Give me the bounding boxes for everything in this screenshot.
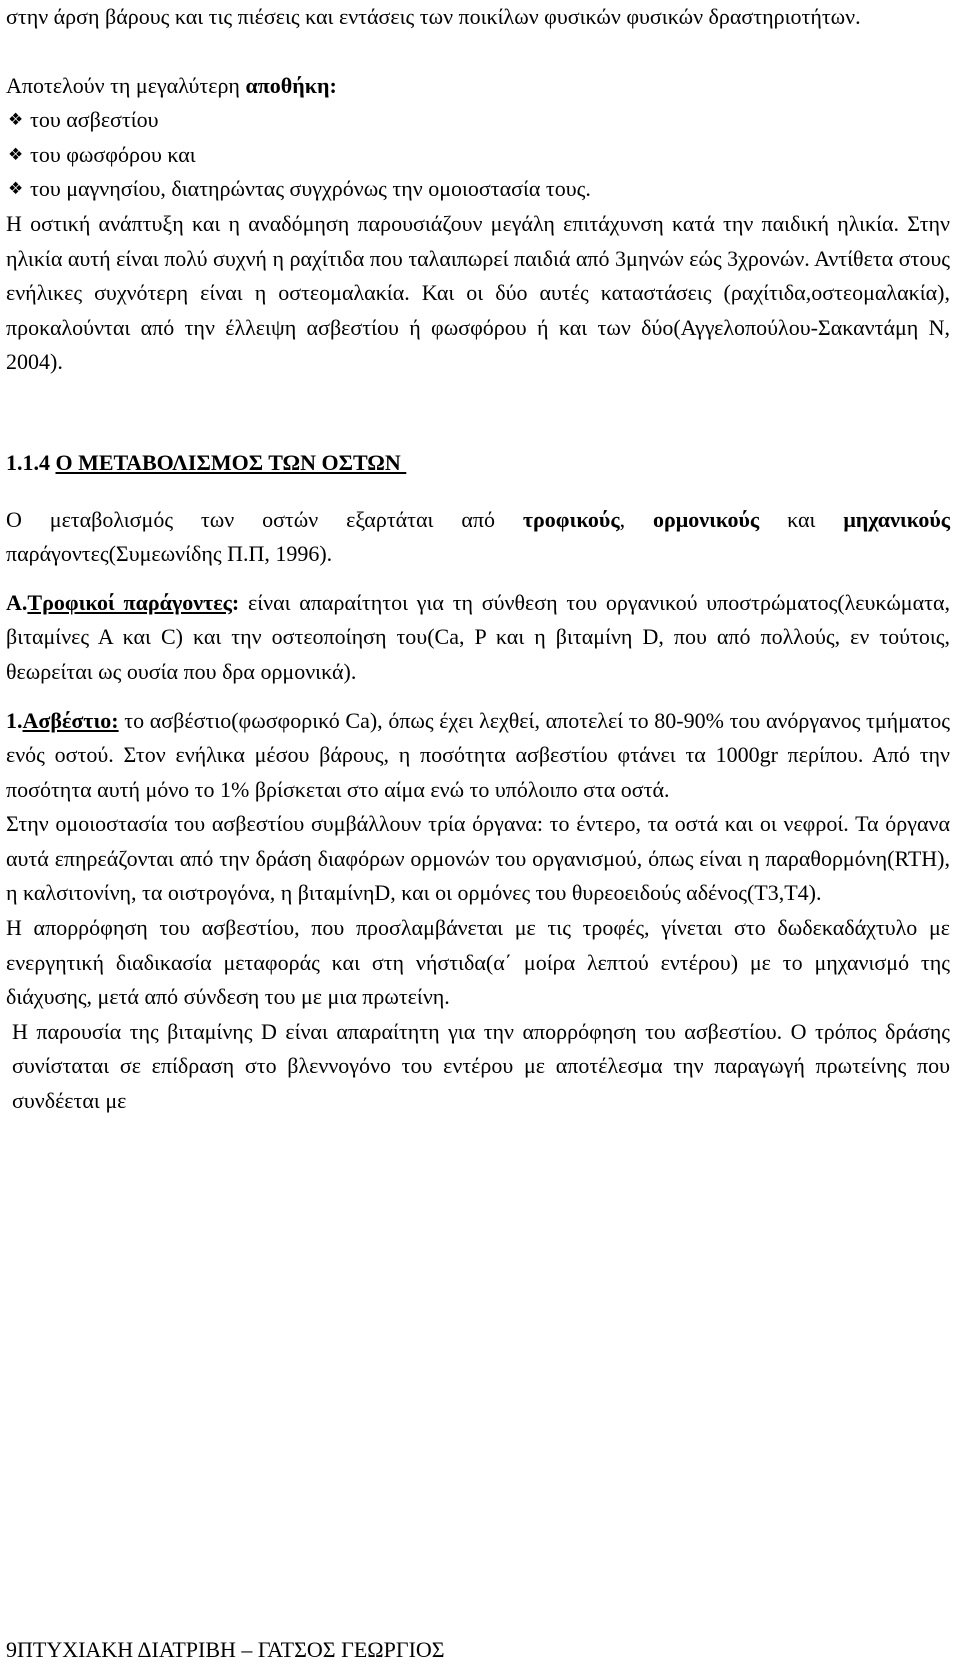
trophic-heading: Τροφικοί παράγοντες bbox=[27, 589, 232, 615]
spacer bbox=[6, 572, 950, 586]
spacer bbox=[6, 35, 950, 69]
page-number: 9 bbox=[6, 1637, 17, 1662]
metabolism-paragraph bbox=[6, 503, 950, 572]
term-mechanical: μηχανικούς bbox=[843, 506, 951, 532]
calcium-text: το ασβέστιο(φωσφορικό Ca), όπως έχει λεχθεί, αποτελεί το 80-90% του ανόργανος τμήματος ενός οστού. Στον ενήλικα μέσου βάρους, η ποσότητα ασβεστίου φτάνει τα 1000gr περίπου. Από την ποσότητα αυτή μόνο το 1% βρίσκεται στο αίμα ενώ το υπόλοιπο στα οστά. bbox=[6, 707, 950, 802]
calcium-paragraph-2: Στην ομοιοστασία του ασβεστίου συμβάλλουν τρία όργανα: το έντερο, τα οστά και οι νεφροί. Τα όργανα αυτά επηρεάζονται από την δράση διαφόρων ορμονών του οργανισμού, όπως είναι η παραθορμόνη(RTH), η καλσιτονίνη, τα οιστρογόνα, η βιταμίνηD, και οι ορμόνες του θυρεοειδούς αδένος(T3,T4). bbox=[6, 811, 950, 906]
storage-lead-text: Αποτελούν τη μεγαλύτερη bbox=[6, 72, 246, 98]
calcium-prefix: 1. bbox=[6, 707, 23, 733]
trophic-prefix: Α. bbox=[6, 589, 28, 615]
section-title: Ο ΜΕΤΑΒΟΛΙΣΜΟΣ ΤΩΝ ΟΣΤΩΝ bbox=[55, 449, 407, 475]
development-paragraph: Η οστική ανάπτυξη και η αναδόμηση παρουσιάζουν μεγάλη επιτάχυνση κατά την παιδική ηλικία. Στην ηλικία αυτή είναι πολύ συχνή η ραχίτιδα που ταλαιπωρεί παιδιά από 3μηνών εώς 3χρονών. Αντίθετα στους ενήλικες συχνότερη είναι η οστεομαλακία. Και οι δύο αυτές καταστάσεις (ραχίτιδα,οστεομαλακία), προκαλούνται από την έλλειψη ασβεστίου ή φωσφόρου ή και των δύο(Αγγελοπούλου-Σακαντάμη Ν, 2004). bbox=[6, 210, 950, 375]
diamond-bullet-icon: ❖ bbox=[8, 144, 24, 165]
spacer bbox=[6, 690, 950, 704]
calcium-paragraph-3: Η απορρόφηση του ασβεστίου, που προσλαμβάνεται με τις τροφές, γίνεται στο δωδεκαδάχτυλο με ενεργητική διαδικασία μεταφοράς και στη νήστιδα(α΄ μοίρα λεπτού εντέρου) με το μηχανισμό της διάχυσης, μετά από σύνδεση του με μια πρωτείνη. bbox=[6, 915, 950, 1010]
diamond-bullet-icon: ❖ bbox=[8, 110, 24, 131]
list-item bbox=[6, 103, 950, 138]
calcium-paragraph-1 bbox=[6, 704, 950, 808]
trophic-text: είναι απαραίτητοι για τη σύνθεση του οργανικού υποστρώματος(λευκώματα, βιταμίνες Α και C) και την οστεοποίηση του(Ca, P και η βιταμίνη D, που από πολλούς, εν τούτοις, θεωρείται ως ουσία που δρα ορμονικά). bbox=[6, 589, 950, 684]
list-item-text: του ασβεστίου bbox=[30, 107, 159, 133]
page-footer bbox=[6, 1633, 445, 1667]
calcium-heading: Ασβέστιο: bbox=[22, 707, 119, 733]
trophic-paragraph bbox=[6, 586, 950, 690]
spacer bbox=[6, 481, 950, 503]
storage-bold-term: αποθήκη: bbox=[245, 72, 337, 98]
metabolism-text: παράγοντες(Συμεωνίδης Π.Π, 1996). bbox=[6, 541, 333, 567]
calcium-paragraph-4: Η παρουσία της βιταμίνης D είναι απαραίτητη για την απορρόφηση του ασβεστίου. Ο τρόπος δράσης συνίσταται σε επίδραση στο βλεννογόνο του εντέρου με αποτέλεσμα την παραγωγή πρωτείνης που συνδέεται με bbox=[12, 1018, 950, 1114]
intro-paragraph: στην άρση βάρους και τις πιέσεις και εντάσεις των ποικίλων φυσικών φυσικών δραστηριοτήτων. bbox=[6, 4, 861, 29]
storage-list bbox=[6, 103, 950, 207]
section-heading bbox=[6, 446, 950, 481]
spacer bbox=[6, 380, 950, 446]
metabolism-text: και bbox=[759, 506, 844, 532]
section-number: 1.1.4 bbox=[6, 449, 56, 475]
trophic-colon: : bbox=[231, 589, 240, 615]
list-item bbox=[6, 138, 950, 173]
term-hormonal: ορμονικούς bbox=[653, 506, 760, 532]
metabolism-text: , bbox=[619, 506, 654, 532]
footer-text: ΠΤΥΧΙΑΚΗ ΔΙΑΤΡΙΒΗ – ΓΑΤΣΟΣ ΓΕΩΡΓΙΟΣ bbox=[17, 1637, 445, 1662]
document-page bbox=[6, 0, 950, 1119]
storage-lead bbox=[6, 69, 950, 104]
metabolism-text: Ο μεταβολισμός των οστών εξαρτάται από bbox=[6, 506, 523, 532]
list-item-text: του μαγνησίου, διατηρώντας συγχρόνως την ομοιοστασία τους. bbox=[30, 176, 591, 202]
list-item-text: του φωσφόρου και bbox=[30, 141, 196, 167]
term-trophic: τροφικούς bbox=[522, 506, 620, 532]
list-item bbox=[6, 172, 950, 207]
diamond-bullet-icon: ❖ bbox=[8, 179, 24, 200]
